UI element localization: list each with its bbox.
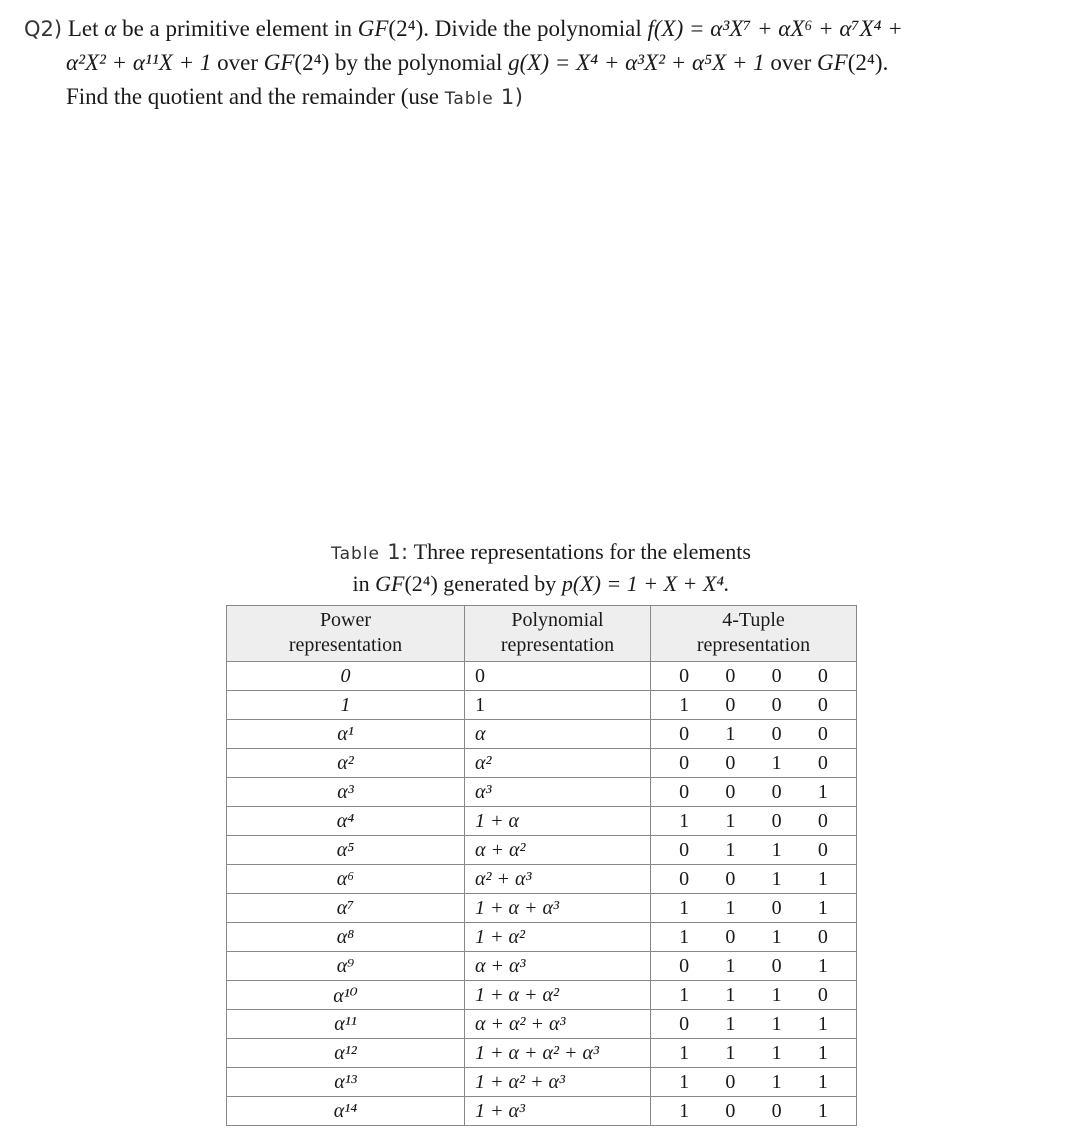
question-text-d2: over [764,50,818,75]
table-row [227,952,857,981]
tuple-bit: 1 [679,1070,690,1093]
tuple-bit: 1 [725,1012,736,1035]
tuple-bit: 0 [725,780,736,803]
tuple-cell [651,1039,857,1068]
table-row [227,923,857,952]
polynomial-cell: 1 + α + α² + α³ [465,1039,651,1068]
table-caption [226,537,856,599]
f-polynomial-part2: α²X² + α¹¹X + 1 [66,50,212,75]
tuple-cell [651,778,857,807]
tuple-cell [651,923,857,952]
tuple-bit: 1 [817,954,828,977]
question-text [24,12,1064,116]
tuple-bit: 1 [817,1041,828,1064]
tuple-bit: 0 [771,896,782,919]
table-row [227,981,857,1010]
field-arg-3: (2⁴) [847,50,883,75]
power-cell: α¹¹ [227,1010,465,1039]
tuple-bit: 1 [771,1070,782,1093]
tuple-bit: 1 [725,954,736,977]
table-row [227,894,857,923]
tuple-bit: 0 [679,867,690,890]
tuple-bit: 1 [679,925,690,948]
tuple-bit: 0 [725,1099,736,1122]
polynomial-cell: α² [465,749,651,778]
table-row [227,1097,857,1126]
tuple-bit: 1 [817,780,828,803]
power-cell: 0 [227,662,465,691]
polynomial-cell: α + α³ [465,952,651,981]
table-row [227,778,857,807]
tuple-bit: 0 [771,780,782,803]
caption-label: Table [331,544,381,564]
field-name-3: GF [817,50,848,75]
polynomial-cell: α² + α³ [465,865,651,894]
tuple-bit: 1 [771,1012,782,1035]
tuple-bit: 0 [679,1012,690,1035]
table-row [227,749,857,778]
tuple-bit: 1 [679,693,690,716]
header-tuple: 4-Tuple representation [651,606,857,662]
tuple-bit: 1 [817,1012,828,1035]
tuple-bit: 0 [725,664,736,687]
g-polynomial: g(X) = X⁴ + α³X² + α⁵X + 1 [508,50,765,75]
table-row [227,836,857,865]
table-body [227,662,857,1126]
tuple-cell [651,662,857,691]
table-row [227,720,857,749]
tuple-bit: 0 [771,664,782,687]
tuple-bit: 0 [725,867,736,890]
question-line-2 [24,46,1064,80]
polynomial-cell: 1 + α² + α³ [465,1068,651,1097]
polynomial-cell: α + α² [465,836,651,865]
header-power: Power representation [227,606,465,662]
tuple-bit: 1 [817,867,828,890]
f-polynomial-part1: f(X) = α³X⁷ + αX⁶ + α⁷X⁴ + [647,16,903,41]
question-text-d: over [211,50,264,75]
power-cell: α⁵ [227,836,465,865]
polynomial-cell: α [465,720,651,749]
table-row [227,865,857,894]
power-cell: α² [227,749,465,778]
tuple-bit: 0 [679,954,690,977]
tuple-bit: 0 [679,664,690,687]
question-text-e: by the polynomial [329,50,509,75]
tuple-cell [651,691,857,720]
field-arg-2: (2⁴) [294,50,330,75]
polynomial-cell: 1 [465,691,651,720]
polynomial-cell: α³ [465,778,651,807]
tuple-bit: 0 [817,983,828,1006]
question-label: Q2) [24,17,63,41]
tuple-cell [651,1068,857,1097]
power-cell: α¹ [227,720,465,749]
caption-field: GF [375,571,405,596]
tuple-bit: 0 [725,925,736,948]
tuple-cell [651,749,857,778]
tuple-cell [651,720,857,749]
table-row [227,1010,857,1039]
tuple-bit: 0 [817,664,828,687]
table-row [227,807,857,836]
tuple-bit: 1 [679,1099,690,1122]
tuple-bit: 1 [725,1041,736,1064]
polynomial-cell: 0 [465,662,651,691]
power-cell: α¹⁴ [227,1097,465,1126]
tuple-bit: 1 [771,751,782,774]
power-cell: α¹⁰ [227,981,465,1010]
alpha-symbol: α [104,16,117,41]
polynomial-cell: 1 + α + α² [465,981,651,1010]
tuple-bit: 0 [771,809,782,832]
tuple-cell [651,981,857,1010]
table-row [227,691,857,720]
question-line3-text: Find the quotient and the remainder (use [66,84,445,109]
caption-generator: p(X) = 1 + X + X⁴. [561,571,730,596]
polynomial-cell: 1 + α³ [465,1097,651,1126]
caption-text-2c: (2⁴) generated by [404,571,562,596]
power-cell: 1 [227,691,465,720]
caption-num: 1: [380,540,409,564]
tuple-bit: 1 [679,983,690,1006]
tuple-bit: 1 [771,867,782,890]
field-name-2: GF [263,50,295,75]
tuple-cell [651,807,857,836]
power-cell: α⁶ [227,865,465,894]
header-polynomial: Polynomial representation [465,606,651,662]
tuple-bit: 1 [817,1099,828,1122]
tuple-bit: 1 [725,809,736,832]
tuple-bit: 1 [679,896,690,919]
tuple-bit: 0 [771,722,782,745]
tuple-bit: 0 [817,925,828,948]
tuple-bit: 1 [771,1041,782,1064]
polynomial-cell: 1 + α + α³ [465,894,651,923]
tuple-bit: 0 [817,693,828,716]
question-line-1 [24,12,1064,46]
tuple-bit: 0 [817,722,828,745]
tuple-bit: 0 [771,693,782,716]
table-row [227,662,857,691]
table-header-row [227,606,857,662]
table-row [227,1068,857,1097]
power-cell: α⁴ [227,807,465,836]
power-cell: α⁷ [227,894,465,923]
tuple-bit: 1 [725,896,736,919]
field-name: GF [357,16,389,41]
tuple-bit: 0 [817,751,828,774]
polynomial-cell: 1 + α [465,807,651,836]
power-cell: α⁸ [227,923,465,952]
tuple-bit: 1 [725,983,736,1006]
tuple-cell [651,836,857,865]
tuple-bit: 1 [771,838,782,861]
caption-line-1 [226,537,856,569]
caption-text-2a: in [352,571,376,596]
tuple-bit: 0 [679,751,690,774]
field-arg: (2⁴) [388,16,424,41]
tuple-bit: 0 [817,809,828,832]
tuple-bit: 0 [679,722,690,745]
gf-elements-table [226,605,857,1126]
tuple-bit: 0 [725,1070,736,1093]
table-ref-word: Table [444,89,494,109]
tuple-bit: 0 [679,838,690,861]
tuple-cell [651,894,857,923]
polynomial-cell: α + α² + α³ [465,1010,651,1039]
table-ref-num: 1) [493,85,524,109]
tuple-bit: 0 [725,693,736,716]
table-row [227,1039,857,1068]
tuple-cell [651,952,857,981]
tuple-bit: 0 [725,751,736,774]
tuple-bit: 1 [679,809,690,832]
tuple-cell [651,865,857,894]
tuple-bit: 0 [771,954,782,977]
power-cell: α³ [227,778,465,807]
question-line-3 [24,80,1064,116]
question-text-b: be a primitive element in [116,16,358,41]
power-cell: α¹³ [227,1068,465,1097]
question-text-a: Let [62,16,105,41]
tuple-bit: 1 [725,838,736,861]
question-text-f: . [882,50,889,75]
tuple-bit: 0 [771,1099,782,1122]
tuple-cell [651,1010,857,1039]
tuple-bit: 1 [771,925,782,948]
caption-line-2 [226,569,856,599]
power-cell: α¹² [227,1039,465,1068]
tuple-bit: 1 [817,1070,828,1093]
tuple-bit: 1 [771,983,782,1006]
tuple-bit: 1 [817,896,828,919]
tuple-bit: 0 [817,838,828,861]
tuple-bit: 1 [725,722,736,745]
tuple-bit: 1 [679,1041,690,1064]
tuple-cell [651,1097,857,1126]
caption-text-1: Three representations for the elements [408,539,751,564]
power-cell: α⁹ [227,952,465,981]
tuple-bit: 0 [679,780,690,803]
polynomial-cell: 1 + α² [465,923,651,952]
question-text-c: . Divide the polynomial [423,16,648,41]
